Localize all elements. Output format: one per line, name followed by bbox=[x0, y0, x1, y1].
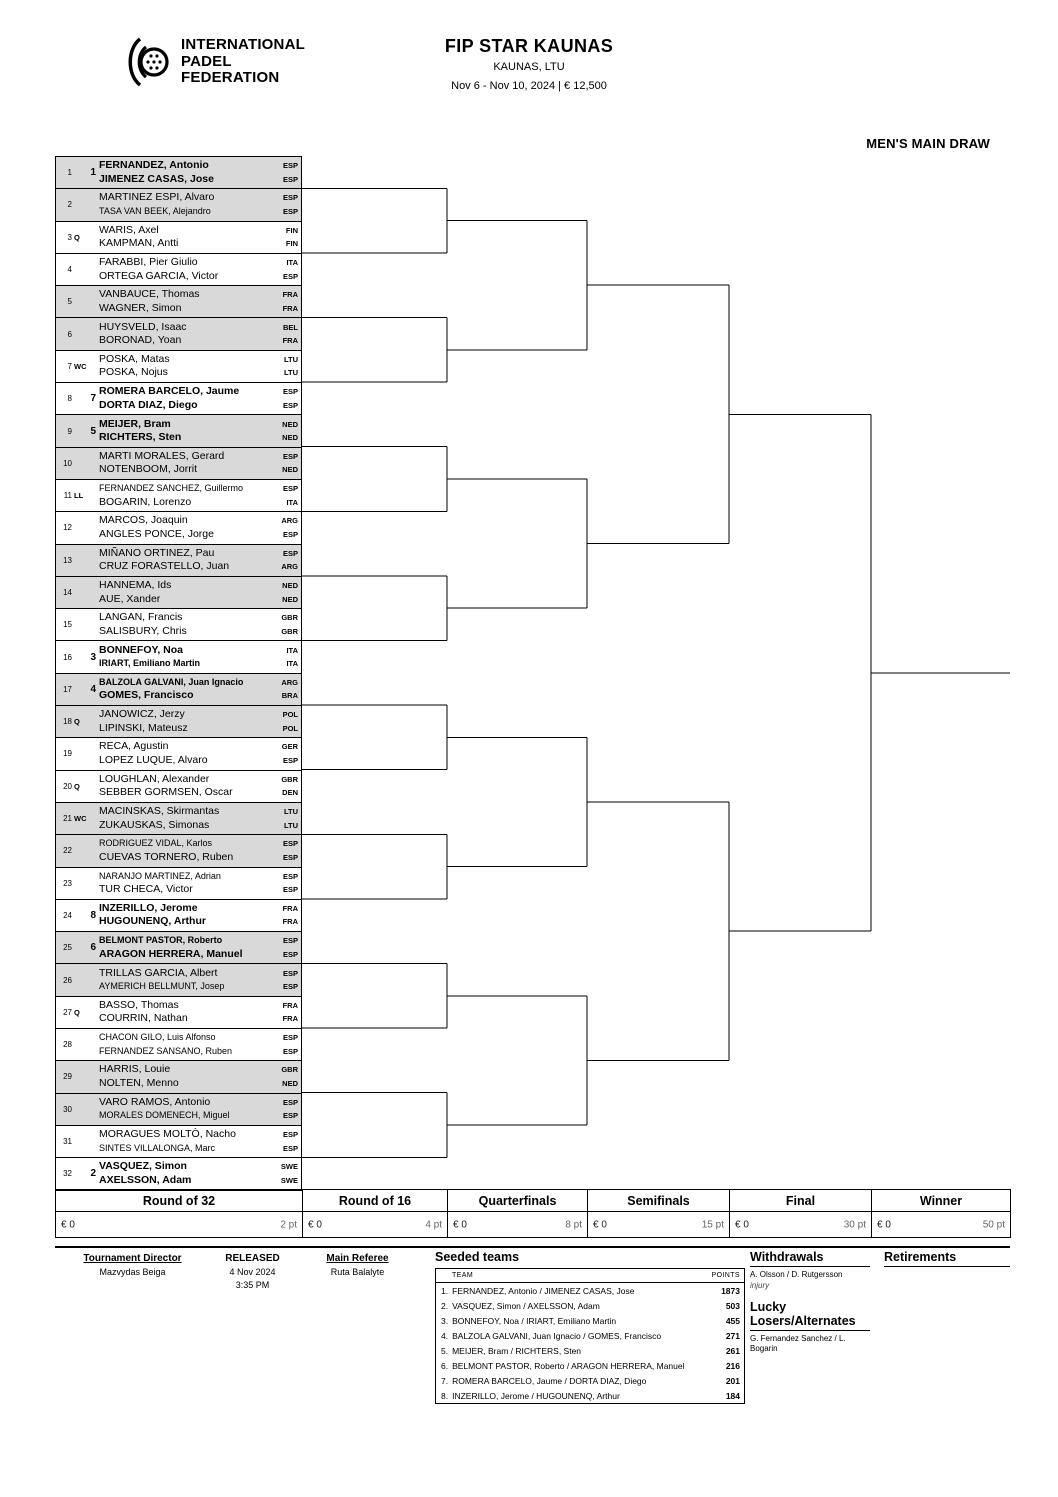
draw-entry bbox=[56, 1158, 301, 1190]
entry-seed: 2 bbox=[90, 1168, 96, 1180]
entry-seed: 3 bbox=[90, 651, 96, 663]
entry-position: 10 bbox=[63, 458, 72, 468]
draw-entry bbox=[56, 286, 301, 318]
entry-player-names: ROMERA BARCELO, Jaume DORTA DIAZ, Diego bbox=[99, 385, 240, 411]
draw-entry bbox=[56, 383, 301, 415]
entry-player-names: MARCOS, Joaquin ANGLES PONCE, Jorge bbox=[99, 514, 214, 540]
entry-position: 26 bbox=[63, 975, 72, 985]
seeded-team-points: 503 bbox=[725, 1300, 740, 1311]
round-prize-points bbox=[872, 1212, 1011, 1238]
footer-separator bbox=[55, 1246, 1010, 1248]
round-prize-points bbox=[448, 1212, 588, 1238]
entry-player-names: MARTINEZ ESPI, Alvaro TASA VAN BEEK, Alejandro bbox=[99, 191, 215, 216]
draw-entry bbox=[56, 1029, 301, 1061]
draw-entry bbox=[56, 1094, 301, 1126]
entry-seed: 1 bbox=[90, 167, 96, 179]
draw-entry bbox=[56, 1061, 301, 1093]
entry-country-codes: ESP ESP bbox=[282, 839, 298, 862]
event-title: FIP STAR KAUNAS bbox=[444, 36, 614, 56]
lucky-losers-label-line1: Lucky bbox=[750, 1300, 787, 1314]
retirements-block bbox=[884, 1250, 1010, 1270]
entry-position: 11 bbox=[63, 491, 72, 501]
entry-country-codes: FRA FRA bbox=[282, 1000, 298, 1024]
round-name: Round of 32 bbox=[56, 1190, 303, 1212]
entry-seed: 4 bbox=[90, 683, 96, 695]
entry-player-names: FERNANDEZ, Antonio JIMENEZ CASAS, Jose bbox=[99, 159, 214, 185]
entry-position: 28 bbox=[63, 1040, 72, 1050]
entry-seed: 5 bbox=[90, 425, 96, 437]
entry-seed: 6 bbox=[90, 942, 96, 954]
entry-country-codes: FRA FRA bbox=[282, 903, 298, 927]
seeded-team-points: 184 bbox=[725, 1390, 740, 1401]
entry-country-codes: ARG ESP bbox=[281, 516, 298, 539]
entry-player-names: BALZOLA GALVANI, Juan Ignacio GOMES, Francisco bbox=[99, 676, 244, 702]
withdrawals-block bbox=[750, 1250, 870, 1354]
round-prize: € 0 bbox=[61, 1219, 75, 1230]
event-date-prize: Nov 6 - Nov 10, 2024 | € 12,500 bbox=[451, 80, 607, 92]
entry-position: 21 bbox=[63, 814, 72, 824]
entry-country-codes: ESP ITA bbox=[282, 484, 298, 507]
entry-player-names: WARIS, Axel KAMPMAN, Antti bbox=[99, 223, 179, 250]
entry-position: 7 bbox=[67, 361, 72, 371]
entry-player-names: MEIJER, Bram RICHTERS, Sten bbox=[99, 417, 182, 444]
draw-entry bbox=[56, 835, 301, 867]
entry-country-codes: ARG BRA bbox=[281, 677, 298, 701]
round-name: Winner bbox=[872, 1190, 1011, 1212]
round-name: Quarterfinals bbox=[448, 1190, 588, 1212]
seeded-team-column-header: TEAM bbox=[436, 1269, 694, 1283]
rounds-prize-row bbox=[56, 1212, 1011, 1238]
draw-entry bbox=[56, 706, 301, 738]
entry-position: 20 bbox=[63, 781, 72, 791]
tournament-director-name: Mazvydas Beiga bbox=[99, 1267, 166, 1277]
entry-position: 9 bbox=[67, 426, 72, 436]
seeded-team-name: 8. INZERILLO, Jerome / HUGOUNENQ, Arthur bbox=[441, 1390, 620, 1401]
round-name: Semifinals bbox=[588, 1190, 730, 1212]
entry-country-codes: BEL FRA bbox=[282, 322, 298, 346]
seeded-team-name: 1. FERNANDEZ, Antonio / JIMENEZ CASAS, Jose bbox=[441, 1285, 635, 1296]
draw-entry bbox=[56, 189, 301, 221]
rounds-header-row bbox=[56, 1190, 1011, 1212]
seeded-team-points: 1873 bbox=[721, 1285, 740, 1296]
round-prize: € 0 bbox=[308, 1219, 322, 1230]
entry-position: 6 bbox=[67, 329, 72, 339]
entry-country-codes: ESP NED bbox=[282, 451, 298, 475]
org-name-line: INTERNATIONAL bbox=[181, 36, 305, 54]
entry-country-codes: ESP ESP bbox=[282, 936, 298, 959]
main-referee-block bbox=[300, 1253, 415, 1277]
entry-position: 30 bbox=[63, 1104, 72, 1114]
withdrawals-label: Withdrawals bbox=[750, 1250, 870, 1267]
entry-player-names: VASQUEZ, Simon AXELSSON, Adam bbox=[99, 1160, 192, 1186]
entry-position: 13 bbox=[63, 555, 72, 565]
round-prize-points bbox=[588, 1212, 730, 1238]
entry-position: 15 bbox=[63, 620, 72, 630]
entry-position: 1 bbox=[67, 168, 72, 178]
entry-seed: 7 bbox=[90, 393, 96, 405]
round-name: Round of 16 bbox=[303, 1190, 448, 1212]
draw-entry bbox=[56, 803, 301, 835]
entry-player-names: VANBAUCE, Thomas WAGNER, Simon bbox=[99, 288, 200, 314]
seeded-team-name: 3. BONNEFOY, Noa / IRIART, Emiliano Martin bbox=[441, 1315, 617, 1326]
entry-position: 29 bbox=[63, 1072, 72, 1082]
entry-country-codes: ESP ESP bbox=[282, 871, 298, 895]
entry-player-names: INZERILLO, Jerome HUGOUNENQ, Arthur bbox=[99, 901, 206, 928]
entry-seed: 8 bbox=[90, 909, 96, 921]
entry-player-names: MACINSKAS, Skirmantas ZUKAUSKAS, Simonas bbox=[99, 805, 220, 831]
lucky-losers-label-line2: Losers/Alternates bbox=[750, 1314, 870, 1331]
org-name-line: FEDERATION bbox=[181, 69, 280, 87]
entry-position: 24 bbox=[63, 910, 72, 920]
seeded-team-row bbox=[436, 1373, 745, 1388]
draw-entry bbox=[56, 868, 301, 900]
round-points: 15 pt bbox=[701, 1219, 724, 1230]
seeded-team-name: 2. VASQUEZ, Simon / AXELSSON, Adam bbox=[441, 1300, 600, 1311]
entry-position: 31 bbox=[63, 1137, 72, 1147]
seeded-team-points: 455 bbox=[725, 1315, 740, 1326]
tournament-director-label: Tournament Director bbox=[83, 1253, 182, 1264]
round-prize: € 0 bbox=[453, 1219, 467, 1230]
entry-status-tag: WC bbox=[74, 361, 87, 371]
draw-entry bbox=[56, 771, 301, 803]
entry-position: 23 bbox=[63, 878, 72, 888]
entry-player-names: BASSO, Thomas COURRIN, Nathan bbox=[99, 998, 188, 1025]
draw-entry bbox=[56, 254, 301, 286]
seeded-teams-table bbox=[435, 1268, 745, 1404]
draw-entry bbox=[56, 609, 301, 641]
entry-country-codes: FRA FRA bbox=[282, 290, 298, 313]
entry-country-codes: ITA ESP bbox=[282, 258, 298, 281]
entry-country-codes: FIN FIN bbox=[285, 225, 298, 249]
draw-entry bbox=[56, 415, 301, 447]
withdrawals-team: A. Olsson / D. Rutgersson bbox=[750, 1270, 843, 1279]
entry-position: 2 bbox=[67, 200, 72, 210]
entry-player-names: LOUGHLAN, Alexander SEBBER GORMSEN, Oscar bbox=[99, 772, 233, 799]
entry-player-names: TRILLAS GARCIA, Albert AYMERICH BELLMUNT, Josep bbox=[99, 966, 225, 992]
entry-country-codes: GER ESP bbox=[281, 742, 298, 765]
main-referee-name: Ruta Balalyte bbox=[330, 1267, 385, 1277]
retirements-label: Retirements bbox=[884, 1250, 1010, 1267]
draw-entry bbox=[56, 997, 301, 1029]
draw-entry bbox=[56, 932, 301, 964]
released-block bbox=[210, 1253, 295, 1290]
draw-entry bbox=[56, 480, 301, 512]
entry-player-names: BELMONT PASTOR, Roberto ARAGON HERRERA, Manuel bbox=[99, 935, 243, 960]
draw-title: MEN'S MAIN DRAW bbox=[866, 136, 990, 151]
entry-player-names: RODRIGUEZ VIDAL, Karlos CUEVAS TORNERO, Ruben bbox=[99, 838, 234, 863]
seeded-team-row bbox=[436, 1328, 745, 1343]
entry-position: 25 bbox=[63, 943, 72, 953]
draw-entry bbox=[56, 738, 301, 770]
event-location: KAUNAS, LTU bbox=[493, 61, 565, 73]
draw-entry bbox=[56, 157, 301, 189]
entry-country-codes: ESP ESP bbox=[282, 1097, 298, 1121]
draw-entry bbox=[56, 900, 301, 932]
entry-country-codes: GBR DEN bbox=[281, 774, 298, 798]
draw-entry bbox=[56, 577, 301, 609]
seeded-team-row bbox=[436, 1388, 745, 1404]
seeded-team-name: 7. ROMERA BARCELO, Jaume / DORTA DIAZ, Diego bbox=[441, 1375, 647, 1386]
draw-entry bbox=[56, 448, 301, 480]
round-points: 30 pt bbox=[843, 1219, 866, 1230]
entry-position: 32 bbox=[63, 1169, 72, 1179]
entry-player-names: HARRIS, Louie NOLTEN, Menno bbox=[99, 1063, 179, 1089]
entry-position: 5 bbox=[67, 297, 72, 307]
entry-position: 12 bbox=[63, 523, 72, 533]
entry-country-codes: POL POL bbox=[282, 710, 298, 733]
seeded-teams-header-row bbox=[436, 1269, 745, 1283]
draw-entry bbox=[56, 964, 301, 996]
seeded-team-points: 261 bbox=[725, 1345, 740, 1356]
entry-player-names: JANOWICZ, Jerzy LIPINSKI, Mateusz bbox=[99, 708, 188, 734]
entry-country-codes: NED NED bbox=[282, 581, 298, 604]
entry-country-codes: SWE SWE bbox=[280, 1162, 298, 1185]
draw-entry bbox=[56, 351, 301, 383]
draw-entry bbox=[56, 318, 301, 350]
entry-country-codes: ESP ESP bbox=[282, 968, 298, 992]
seeded-teams-body bbox=[436, 1283, 745, 1404]
entry-status-tag: LL bbox=[74, 491, 84, 501]
entry-player-names: VARO RAMOS, Antonio MORALES DOMENECH, Miguel bbox=[99, 1095, 230, 1121]
entry-position: 8 bbox=[67, 394, 72, 404]
entry-position: 18 bbox=[63, 717, 72, 727]
entry-player-names: MARTI MORALES, Gerard NOTENBOOM, Jorrit bbox=[99, 449, 225, 476]
round-prize: € 0 bbox=[877, 1219, 891, 1230]
seeded-team-points: 201 bbox=[725, 1375, 740, 1386]
rounds-table bbox=[55, 1189, 1011, 1238]
round-prize-points bbox=[303, 1212, 448, 1238]
entry-country-codes: LTU LTU bbox=[283, 354, 298, 378]
round-prize-points bbox=[730, 1212, 872, 1238]
entry-country-codes: GBR GBR bbox=[281, 613, 298, 636]
entry-country-codes: ITA ITA bbox=[286, 645, 298, 669]
entry-status-tag: Q bbox=[74, 232, 80, 242]
round-prize: € 0 bbox=[593, 1219, 607, 1230]
entry-position: 4 bbox=[67, 265, 72, 275]
draw-entry bbox=[56, 674, 301, 706]
seeded-teams-block bbox=[435, 1250, 745, 1404]
round-points: 2 pt bbox=[280, 1219, 297, 1230]
main-referee-label: Main Referee bbox=[326, 1253, 389, 1264]
entry-player-names: NARANJO MARTINEZ, Adrian TUR CHECA, Victor bbox=[99, 870, 221, 896]
entry-country-codes: LTU LTU bbox=[283, 807, 298, 830]
seeded-team-row bbox=[436, 1358, 745, 1373]
entry-position: 3 bbox=[67, 232, 72, 242]
entry-player-names: HANNEMA, Ids AUE, Xander bbox=[99, 579, 172, 605]
withdrawals-reason: injury bbox=[750, 1281, 770, 1290]
entry-country-codes: GBR NED bbox=[281, 1065, 298, 1088]
draw-entry bbox=[56, 1126, 301, 1158]
entry-player-names: HUYSVELD, Isaac BORONAD, Yoan bbox=[99, 320, 187, 347]
entry-country-codes: ESP ESP bbox=[282, 1130, 298, 1153]
draw-entries bbox=[55, 156, 302, 1191]
entry-country-codes: ESP ESP bbox=[282, 193, 298, 216]
entry-status-tag: Q bbox=[74, 717, 80, 727]
entry-country-codes: ESP ARG bbox=[281, 548, 298, 572]
entry-country-codes: ESP ESP bbox=[282, 387, 298, 410]
released-label: RELEASED bbox=[225, 1253, 280, 1264]
round-points: 50 pt bbox=[982, 1219, 1005, 1230]
entry-player-names: FARABBI, Pier Giulio ORTEGA GARCIA, Victor bbox=[99, 256, 219, 282]
entry-country-codes: ESP ESP bbox=[282, 161, 298, 184]
entry-status-tag: WC bbox=[74, 814, 87, 824]
seeded-team-row bbox=[436, 1283, 745, 1299]
seeded-team-points: 216 bbox=[725, 1360, 740, 1371]
entry-country-codes: NED NED bbox=[282, 419, 298, 443]
round-name: Final bbox=[730, 1190, 872, 1212]
released-time: 3:35 PM bbox=[235, 1280, 270, 1290]
entry-player-names: FERNANDEZ SANCHEZ, Guillermo BOGARIN, Lorenzo bbox=[99, 483, 244, 508]
draw-entry bbox=[56, 545, 301, 577]
entry-player-names: RECA, Agustin LOPEZ LUQUE, Alvaro bbox=[99, 740, 208, 766]
seeded-team-name: 6. BELMONT PASTOR, Roberto / ARAGON HERRERA, Manuel bbox=[441, 1360, 685, 1371]
seeded-teams-label: Seeded teams bbox=[435, 1250, 520, 1264]
seeded-points-column-header: POINTS bbox=[693, 1269, 745, 1283]
entry-player-names: MORAGUES MOLTÒ, Nacho SINTES VILLALONGA, Marc bbox=[99, 1128, 236, 1153]
lucky-losers-team: G. Fernandez Sanchez / L. Bogarin bbox=[750, 1334, 846, 1353]
tournament-director-block bbox=[55, 1253, 210, 1277]
entry-player-names: POSKA, Matas POSKA, Nojus bbox=[99, 352, 170, 379]
entry-player-names: MIÑANO ORTINEZ, Pau CRUZ FORASTELLO, Juan bbox=[99, 546, 230, 573]
entry-player-names: LANGAN, Francis SALISBURY, Chris bbox=[99, 611, 187, 637]
entry-position: 17 bbox=[63, 684, 72, 694]
draw-entry bbox=[56, 222, 301, 254]
entry-player-names: BONNEFOY, Noa IRIART, Emiliano Martin bbox=[99, 643, 201, 669]
round-points: 4 pt bbox=[425, 1219, 442, 1230]
released-date: 4 Nov 2024 bbox=[229, 1267, 276, 1277]
round-prize-points bbox=[56, 1212, 303, 1238]
seeded-team-name: 4. BALZOLA GALVANI, Juan Ignacio / GOMES, Francisco bbox=[441, 1330, 662, 1341]
entry-status-tag: Q bbox=[74, 1007, 80, 1017]
entry-position: 27 bbox=[63, 1007, 72, 1017]
seeded-team-row bbox=[436, 1298, 745, 1313]
seeded-team-points: 271 bbox=[725, 1330, 740, 1341]
entry-country-codes: ESP ESP bbox=[282, 1033, 298, 1056]
seeded-team-name: 5. MEIJER, Bram / RICHTERS, Sten bbox=[441, 1345, 582, 1356]
round-prize: € 0 bbox=[735, 1219, 749, 1230]
entry-position: 19 bbox=[63, 749, 72, 759]
entry-player-names: CHACON GILO, Luis Alfonso FERNANDEZ SANSANO, Ruben bbox=[99, 1032, 233, 1056]
seeded-team-row bbox=[436, 1343, 745, 1358]
draw-entry bbox=[56, 641, 301, 673]
entry-position: 22 bbox=[63, 846, 72, 856]
entry-position: 16 bbox=[63, 652, 72, 662]
round-points: 8 pt bbox=[565, 1219, 582, 1230]
seeded-team-row bbox=[436, 1313, 745, 1328]
org-name-line: PADEL bbox=[181, 52, 232, 70]
draw-entry bbox=[56, 512, 301, 544]
entry-position: 14 bbox=[63, 588, 72, 597]
entry-status-tag: Q bbox=[74, 781, 80, 791]
